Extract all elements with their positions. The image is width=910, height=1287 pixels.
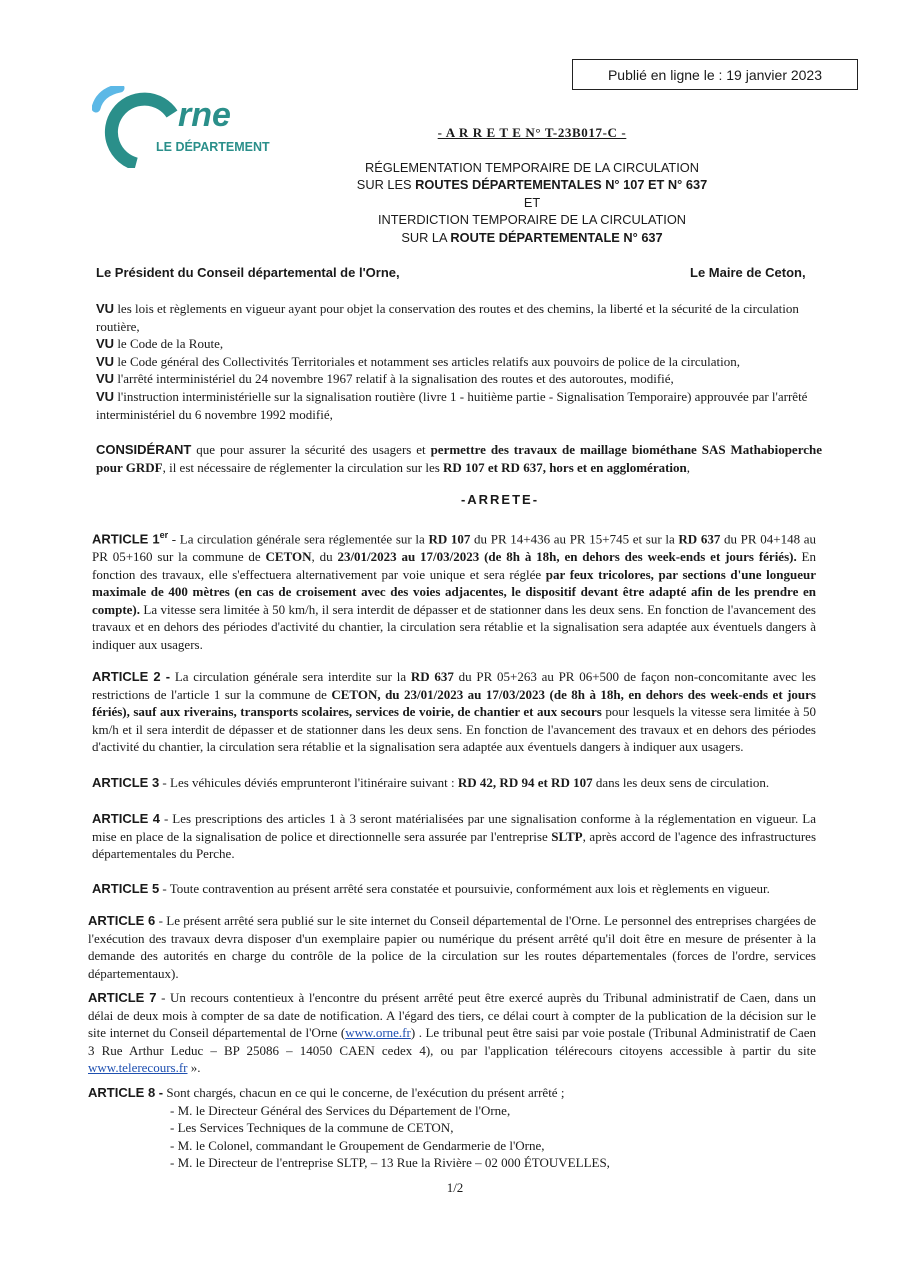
vu-item: VU le Code de la Route, [96,336,224,352]
president-header: Le Président du Conseil départemental de l'Orne, [96,265,400,280]
list-item: - M. le Colonel, commandant le Groupement de Gendarmerie de l'Orne, [170,1137,545,1153]
telerecours-link[interactable]: www.telerecours.fr [88,1060,188,1076]
executor-list [170,1102,828,1172]
list-item: - M. le Directeur de l'entreprise SLTP, – 13 Rue la Rivière – 02 000 ÉTOUVELLES, [170,1155,610,1171]
article-1: ARTICLE 1er - La circulation générale sera réglementée sur la RD 107 du PR 14+436 au PR 15+745 et sur la RD 637 du PR 04+148 au PR 05+160 sur la commune de CETON, du 23/01/2023 au 17/03/2023 (de 8h à 18h, en dehors des week-ends et jours fériés). En fonction des travaux, elle s'effectuera alternativement par voie unique et sera réglée par feux tricolores, par sections d'une longueur maximale de 400 mètres (en cas de croisement avec des voies adjacentes, le dispositif devant être adapté afin de les prendre en compte). La vitesse sera limitée à 50 km/h, il sera interdit de dépasser et de stationner dans les deux sens. En fonction de l'avancement des travaux et en dehors des périodes d'activité du chantier, la circulation sera rétablie et la signalisation sera adaptée aux éventuels dangers à indiquer aux usagers. [92,530,817,652]
vu-item: VU l'arrêté interministériel du 24 novembre 1967 relatif à la signalisation des routes et des autoroutes, modifié, [96,371,674,387]
article-8: ARTICLE 8 - Sont chargés, chacun en ce qui le concerne, de l'exécution du présent arrêté ; - M. le Directeur Général des Services du Département de l'Orne, - Les Services Techniques de la commune de CETON, - M. le Colonel, commandant le Groupement de Gendarmerie de l'Orne, - M. le Directeur de l'entreprise SLTP, – 13 Rue la Rivière – 02 000 ÉTOUVELLES, [88,1084,828,1172]
vu-item: VU l'instruction interministérielle sur la signalisation routière (livre 1 - huitième partie - Signalisation Temporaire) approuvée par l'arrêté interministériel du 6 novembre 1992 modifié, [96,388,808,422]
arrete-heading: -ARRETE- [460,492,540,507]
article-7: ARTICLE 7 - Un recours contentieux à l'encontre du présent arrêté peut être exercé auprès du Tribunal administratif de Caen, dans un délai de deux mois à compter de sa date de notification. A l'égard des tiers, ce délai court à compter de la publication de la décision sur le site internet du Conseil départemental de l'Orne (www.orne.fr) . Le tribunal peut être saisi par voie postale (Tribunal Administratif de Caen 3 Rue Arthur Leduc – BP 25086 – 14050 CAEN cedex 4), ou par l'application télérecours citoyens accessible à partir du site www.telerecours.fr ». [88,990,816,1076]
logo-text-rne: rne [178,96,231,134]
article-2: ARTICLE 2 - La circulation générale sera interdite sur la RD 637 du PR 05+263 au PR 06+500 de façon non-concomitante avec les restrictions de l'article 1 sur la commune de CETON, du 23/01/2023 au 17/03/2023 (de 8h à 18h, en dehors des week-ends et jours fériés), sauf aux riverains, transports scolaires, services de voirie, de chantier et aux secours pour lesquels la vitesse sera limitée à 50 km/h et il sera interdit de dépasser et de stationner dans les deux sens. En fonction de l'avancement des travaux et en dehors des périodes d'activité du chantier, la circulation sera rétablie et la signalisation sera adaptée aux éventuels dangers à indiquer aux usagers. [92,669,816,755]
list-item: - Les Services Techniques de la commune de CETON, [170,1120,454,1136]
published-date-box [572,59,858,90]
maire-header: Le Maire de Ceton, [690,265,806,280]
vu-item: VU les lois et règlements en vigueur ayant pour objet la conservation des routes et des chemins, la liberté et la sécurité de la circulation routière, [96,301,799,334]
article-5: ARTICLE 5 - Toute contravention au présent arrêté sera constatée et poursuivie, conformément aux lois et règlements en vigueur. [92,881,770,896]
arrete-number: - A R R E T E N° T-23B017-C - [437,125,627,140]
logo-text-departement: LE DÉPARTEMENT [156,140,270,154]
page-number: 1/2 [446,1180,464,1195]
published-date: Publié en ligne le : 19 janvier 2023 [607,66,823,83]
vu-section [96,300,822,423]
document-title: RÉGLEMENTATION TEMPORAIRE DE LA CIRCULATION SUR LES ROUTES DÉPARTEMENTALES N° 107 ET N° 637 ET INTERDICTION TEMPORAIRE DE LA CIRCULATION SUR LA ROUTE DÉPARTEMENTALE N° 637 [356,160,708,245]
article-3: ARTICLE 3 - Les véhicules déviés emprunteront l'itinéraire suivant : RD 42, RD 94 et RD 107 dans les deux sens de circulation. [92,775,770,790]
list-item: - M. le Directeur Général des Services du Département de l'Orne, [170,1102,511,1118]
orne-website-link[interactable]: www.orne.fr [345,1025,411,1041]
considerant-section: CONSIDÉRANT que pour assurer la sécurité des usagers et permettre des travaux de maillage biométhane SAS Mathabioperche pour GRDF, il est nécessaire de réglementer la circulation sur les RD 107 et RD 637, hors et en agglomération, [96,442,822,475]
vu-item: VU le Code général des Collectivités Territoriales et notamment ses articles relatifs aux pouvoirs de police de la circulation, [96,353,740,369]
article-6: ARTICLE 6 - Le présent arrêté sera publié sur le site internet du Conseil départemental de l'Orne. Le personnel des entreprises chargées de l'exécution des travaux devra disposer d'un exemplaire papier ou numérique du présent arrêté qu'il doit être en mesure de présenter à la demande des autorités en charge du contrôle de la police de la circulation sur les routes départementales (forces de l'ordre, services départementaux). [88,913,817,981]
article-4: ARTICLE 4 - Les prescriptions des articles 1 à 3 seront matérialisées par une signalisation conforme à la réglementation en vigueur. La mise en place de la signalisation de police et directionnelle sera assurée par l'entreprise SLTP, après accord de l'agence des infrastructures départementales du Perche. [92,811,816,862]
